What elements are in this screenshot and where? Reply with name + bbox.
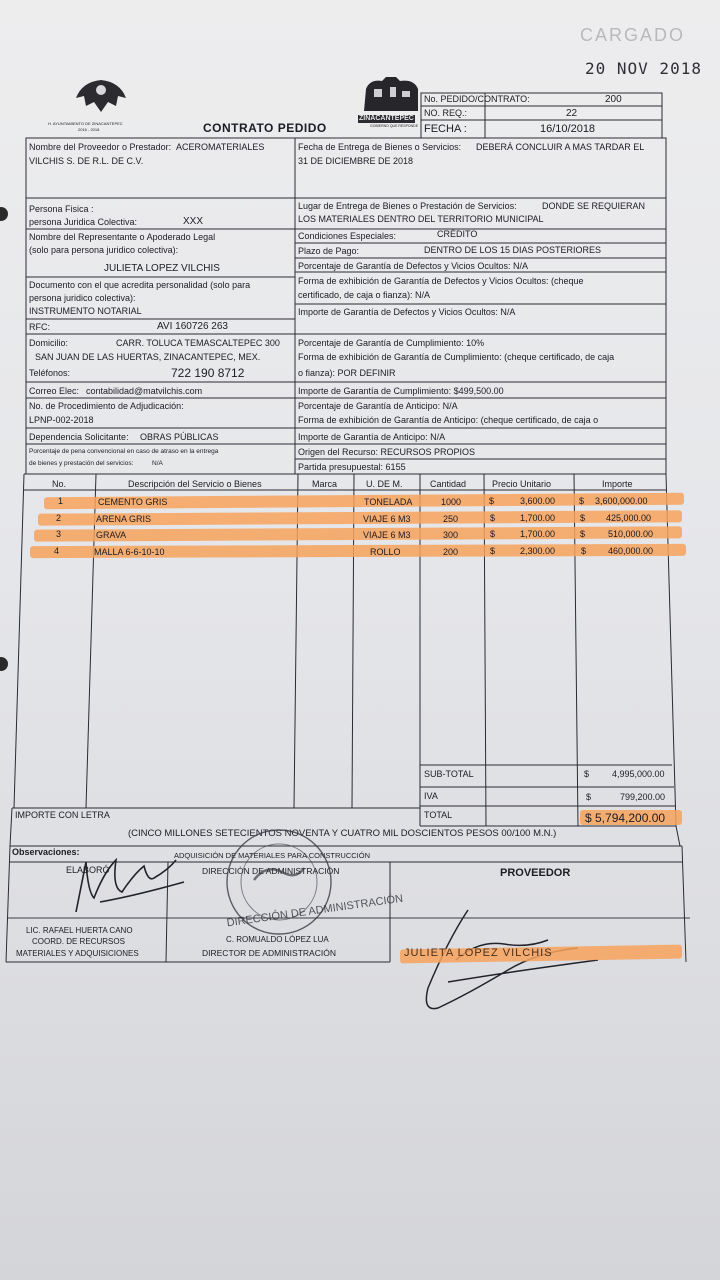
dependencia-value: OBRAS PÚBLICAS: [140, 432, 219, 442]
row1-no: 1: [58, 496, 64, 506]
domicilio-value-line2: SAN JUAN DE LAS HUERTAS, ZINACANTEPEC, MEX.: [35, 352, 261, 362]
iva-label: IVA: [424, 791, 438, 801]
pena-value: N/A: [152, 460, 163, 467]
left-org-years: 2016 - 2018: [78, 127, 100, 132]
pena-label-line2: de bienes y prestación del servicios:: [29, 460, 134, 467]
documento-label-line2: persona juridico colectiva):: [29, 293, 136, 303]
elaboro-title: COORD. DE RECURSOS: [32, 937, 125, 946]
th-cantidad: Cantidad: [430, 479, 467, 489]
director-name: C. ROMUALDO LÓPEZ LUA: [226, 935, 329, 944]
proveedor-value-line2: VILCHIS S. DE R.L. DE C.V.: [29, 156, 144, 166]
lugar-value-line2: LOS MATERIALES DENTRO DEL TERRITORIO MUNICIPAL: [298, 214, 544, 224]
no-pedido-value: 200: [605, 94, 622, 105]
elaboro-label: ELABORÓ: [66, 865, 110, 875]
subtotal-currency: $: [584, 769, 590, 779]
subtotal-label: SUB-TOTAL: [424, 769, 474, 779]
th-importe: Importe: [602, 479, 633, 489]
garantia-cumplimiento-importe: Importe de Garantía de Cumplimiento: $499,500.00: [298, 386, 504, 396]
correo-value: contabilidad@matvilchis.com: [86, 386, 203, 396]
observaciones-label: Observaciones:: [12, 847, 80, 857]
proveedor-firma-name: JULIETA LOPEZ VILCHIS: [404, 947, 553, 959]
row2-um: VIAJE 6 M3: [363, 514, 411, 524]
th-marca: Marca: [312, 479, 338, 489]
fecha-label: FECHA :: [424, 123, 467, 135]
garantia-defectos-forma-line2: certificado, de caja o fianza): N/A: [298, 290, 431, 300]
garantia-cumplimiento-forma: Forma de exhibición de Garantía de Cumplimiento: (cheque certificado, de caja: [298, 352, 615, 362]
row3-um: VIAJE 6 M3: [363, 530, 411, 540]
telefonos-value: 722 190 8712: [171, 366, 245, 380]
origen-recurso: Origen del Recurso: RECURSOS PROPIOS: [298, 447, 476, 457]
entrega-value-line2: 31 DE DICIEMBRE DE 2018: [298, 156, 414, 166]
th-precio: Precio Unitario: [492, 479, 552, 489]
row2-cant: 250: [443, 514, 459, 524]
row2-precio: 1,700.00: [520, 513, 556, 523]
row1-um: TONELADA: [364, 497, 413, 507]
no-req-label: NO. REQ.:: [424, 108, 468, 118]
row1-cur-b: $: [579, 496, 585, 506]
entrega-label: Fecha de Entrega de Bienes o Servicios:: [298, 142, 462, 152]
document-title: CONTRATO PEDIDO: [203, 121, 327, 135]
correo-label: Correo Elec:: [29, 386, 80, 396]
left-org-name: H. AYUNTAMIENTO DE ZINACANTEPEC: [48, 121, 123, 126]
elaboro-name: LIC. RAFAEL HUERTA CANO: [26, 926, 133, 935]
garantia-cumplimiento-porcentaje: Porcentaje de Garantía de Cumplimiento: 10%: [298, 338, 485, 348]
th-unidad: U. DE M.: [366, 479, 403, 489]
importe-letra-label: IMPORTE CON LETRA: [15, 810, 110, 820]
row3-importe: 510,000.00: [608, 529, 654, 539]
row4-importe: 460,000.00: [608, 546, 654, 556]
proveedor-value: ACEROMATERIALES: [176, 142, 265, 152]
procedimiento-label: No. de Procedimiento de Adjudicación:: [29, 401, 184, 411]
row3-cant: 300: [443, 530, 459, 540]
representante-label: Nombre del Representante o Apoderado Legal: [29, 232, 216, 242]
persona-juridica-label: persona Juridica Colectiva:: [29, 217, 138, 227]
row2-no: 2: [56, 513, 62, 523]
th-no: No.: [52, 479, 67, 489]
dir-adm-label: DIRECCIÓN DE ADMINISTRACIÓN: [202, 866, 340, 876]
total-value: $ 5,794,200.00: [585, 811, 666, 825]
row4-cur-b: $: [581, 546, 587, 556]
th-descripcion: Descripción del Servicio o Bienes: [128, 479, 262, 489]
director-title: DIRECTOR DE ADMINISTRACIÓN: [202, 948, 336, 958]
row2-importe: 425,000.00: [606, 513, 652, 523]
garantia-cumplimiento-forma-line2: o fianza): POR DEFINIR: [298, 368, 396, 378]
anticipo-porcentaje: Porcentaje de Garantía de Anticipo: N/A: [298, 401, 458, 411]
proveedor-header: PROVEEDOR: [500, 867, 571, 879]
row1-cant: 1000: [441, 497, 462, 507]
iva-value: 799,200.00: [620, 792, 666, 802]
garantia-defectos-forma: Forma de exhibición de Garantía de Defectos y Vicios Ocultos: (cheque: [298, 276, 584, 286]
row4-um: ROLLO: [370, 547, 401, 557]
adquisicion-note: ADQUISICIÓN DE MATERIALES PARA CONSTRUCCIÓN: [174, 851, 370, 860]
persona-juridica-value: XXX: [183, 216, 204, 227]
iva-currency: $: [586, 792, 592, 802]
partida-presupuestal: Partida presupuestal: 6155: [298, 462, 406, 472]
pena-label: Porcentaje de pena convencional en caso de atraso en la entrega: [29, 448, 219, 455]
domicilio-label: Domicilio:: [29, 338, 69, 348]
row4-cur-a: $: [490, 546, 496, 556]
rfc-value: AVI 160726 263: [157, 321, 228, 332]
row4-desc: MALLA 6-6-10-10: [94, 547, 165, 557]
subtotal-value: 4,995,000.00: [612, 769, 665, 779]
no-pedido-label: No. PEDIDO/CONTRATO:: [424, 94, 530, 104]
received-stamp-faded: CARGADO: [580, 25, 686, 45]
procedimiento-value: LPNP-002-2018: [29, 415, 94, 425]
condiciones-value: CRÉDITO: [437, 229, 478, 239]
documento-value: INSTRUMENTO NOTARIAL: [29, 306, 142, 316]
row1-importe: 3,600,000.00: [595, 496, 648, 506]
elaboro-title-line2: MATERIALES Y ADQUISICIONES: [16, 949, 139, 958]
row2-cur-a: $: [490, 513, 496, 523]
total-label: TOTAL: [424, 810, 453, 820]
row3-no: 3: [56, 529, 62, 539]
row1-cur-a: $: [489, 496, 495, 506]
importe-letra-value: (CINCO MILLONES SETECIENTOS NOVENTA Y CUATRO MIL DOSCIENTOS PESOS 00/100 M.N.): [128, 828, 557, 839]
fecha-value: 16/10/2018: [540, 123, 596, 135]
anticipo-importe: Importe de Garantía de Anticipo: N/A: [298, 432, 446, 442]
row1-precio: 3,600.00: [520, 496, 556, 506]
right-org-sub: GOBIERNO QUE RESPONDE: [370, 124, 419, 128]
telefonos-label: Teléfonos:: [29, 368, 71, 378]
lugar-label: Lugar de Entrega de Bienes o Prestación de Servicios:: [298, 201, 517, 211]
stamp-text: DIRECCIÓN DE ADMINISTRACIÓN: [225, 892, 404, 930]
stamp-direccion-administracion: [204, 820, 354, 950]
no-req-value: 22: [566, 108, 578, 119]
row2-desc: ARENA GRIS: [96, 514, 152, 524]
row1-desc: CEMENTO GRIS: [98, 497, 168, 507]
persona-fisica-label: Persona Fisica :: [29, 204, 94, 214]
signature-elaboro: [64, 852, 194, 922]
row2-cur-b: $: [580, 513, 586, 523]
dependencia-label: Dependencia Solicitante:: [29, 432, 129, 442]
row3-cur-a: $: [490, 529, 496, 539]
plazo-value: DENTRO DE LOS 15 DIAS POSTERIORES: [424, 245, 602, 255]
entrega-value: DEBERÁ CONCLUIR A MAS TARDAR EL: [476, 142, 645, 152]
representante-value: JULIETA LOPEZ VILCHIS: [104, 263, 220, 274]
garantia-defectos-porcentaje: Porcentaje de Garantía de Defectos y Vicios Ocultos: N/A: [298, 261, 528, 271]
row4-precio: 2,300.00: [520, 546, 556, 556]
received-stamp-date: 20 NOV 2018: [585, 59, 702, 78]
documento-label: Documento con el que acredita personalidad (solo para: [29, 280, 251, 290]
rfc-label: RFC:: [29, 322, 50, 332]
right-org-name: ZINACANTEPEC: [359, 115, 414, 122]
lugar-value: DONDE SE REQUIERAN: [542, 201, 646, 211]
condiciones-label: Condiciones Especiales:: [298, 231, 397, 241]
proveedor-label: Nombre del Proveedor o Prestador:: [29, 142, 172, 152]
representante-label-line2: (solo para persona juridico colectiva):: [29, 245, 179, 255]
anticipo-forma: Forma de exhibición de Garantía de Anticipo: (cheque certificado, de caja o: [298, 415, 599, 425]
row3-cur-b: $: [580, 529, 586, 539]
plazo-label: Plazo de Pago:: [298, 246, 360, 256]
garantia-defectos-importe: Importe de Garantía de Defectos y Vicios Ocultos: N/A: [298, 307, 516, 317]
row3-desc: GRAVA: [96, 530, 127, 540]
row3-precio: 1,700.00: [520, 529, 556, 539]
row4-no: 4: [54, 546, 60, 556]
domicilio-value: CARR. TOLUCA TEMASCALTEPEC 300: [116, 338, 280, 348]
row4-cant: 200: [443, 547, 459, 557]
